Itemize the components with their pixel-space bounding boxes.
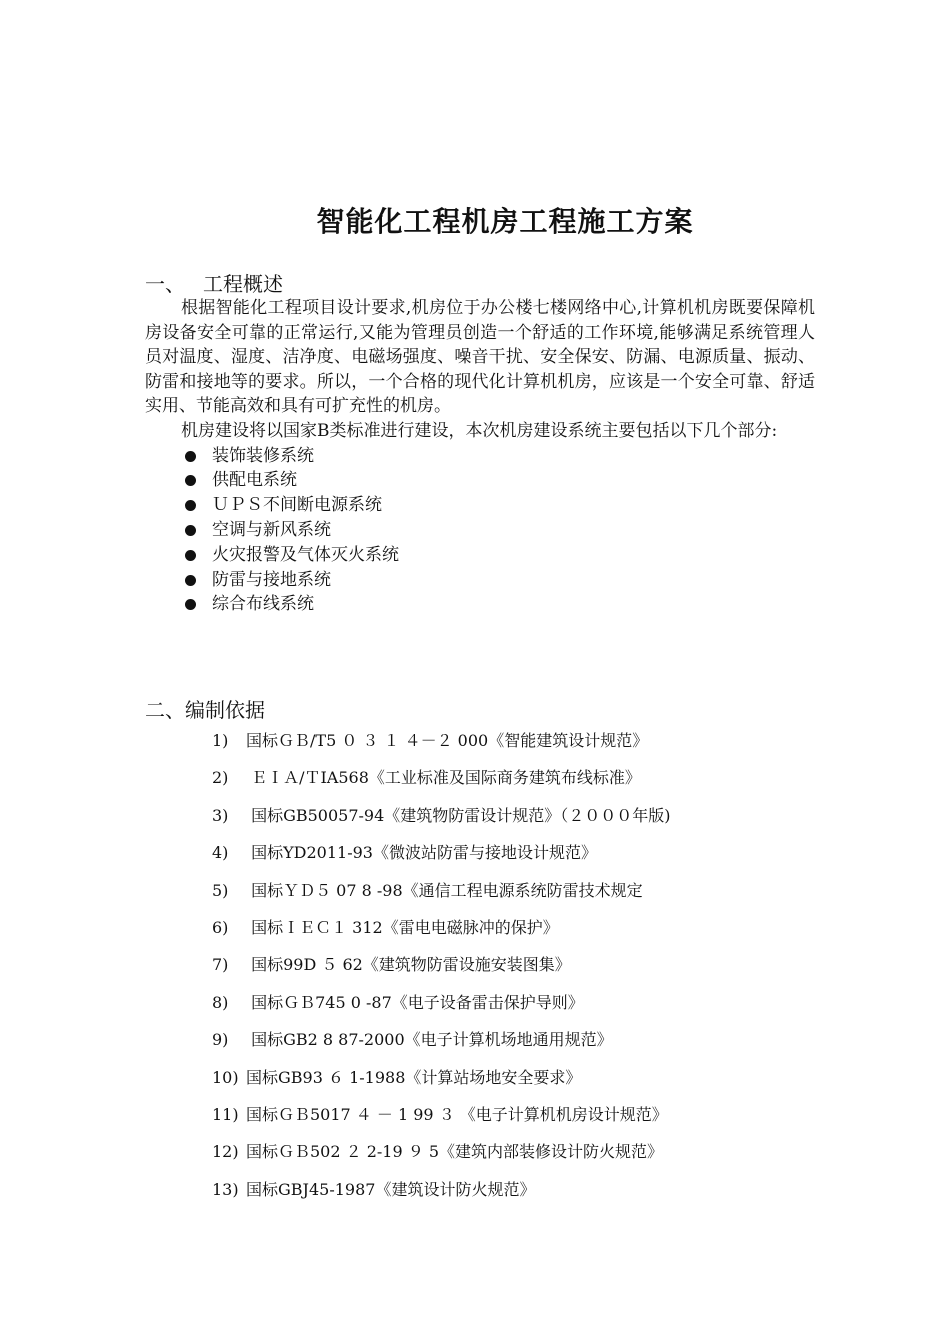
list-item: 装饰装修系统	[183, 444, 815, 469]
section-overview	[145, 272, 815, 617]
reference-item: 13) 国标GBJ45-1987《建筑设计防火规范》	[212, 1179, 536, 1199]
overview-paragraph-2: 机房建设将以国家B类标准进行建设，本次机房建设系统主要包括以下几个部分:	[181, 420, 778, 441]
list-item: 综合布线系统	[183, 592, 815, 617]
bullet-icon	[185, 575, 196, 586]
list-item: 火灾报警及气体灭火系统	[183, 543, 815, 568]
reference-list	[145, 722, 815, 1208]
section-basis-heading: 二、编制依据	[145, 698, 265, 722]
reference-item: 12) 国标ＧＢ502 ２ 2-19 ９ 5《建筑内部装修设计防火规范》	[212, 1142, 664, 1162]
reference-item: 1) 国标ＧＢ/T5 ０ ３ １ ４－２ 000《智能建筑设计规范》	[212, 731, 649, 750]
system-list	[145, 444, 815, 618]
section-basis	[145, 698, 815, 1208]
overview-paragraph-1: 根据智能化工程项目设计要求,机房位于办公楼七楼网络中心,计算机机房既要保障机房设备安全可靠的正常运行,又能为管理员创造一个舒适的工作环境,能够满足系统管理人员对温度、湿度、洁净度、电磁场强度、噪音干扰、安全保安、防漏、电源质量、振动、防雷和接地等的要求。所以，一个合格的现代化计算机机房，应该是一个安全可靠、舒适实用、节能高效和具有可扩充性的机房。	[145, 298, 815, 417]
list-item: 空调与新风系统	[183, 518, 815, 543]
reference-item: 7) 国标99D ５ 62《建筑物防雷设施安装图集》	[212, 955, 571, 975]
reference-item: 2) ＥＩＡ/ＴIA568《工业标准及国际商务建筑布线标准》	[212, 768, 641, 788]
list-item: 防雷与接地系统	[183, 568, 815, 593]
reference-item: 8) 国标ＧＢ745 0 -87《电子设备雷击保护导则》	[212, 992, 584, 1012]
reference-item: 3) 国标GB50057-94《建筑物防雷设计规范》（２０００年版)	[212, 805, 671, 825]
list-item: ＵＰＳ不间断电源系统	[183, 493, 815, 518]
bullet-icon	[185, 525, 196, 536]
reference-item: 5) 国标ＹＤ５ 07 8 -98《通信工程电源系统防雷技术规定	[212, 880, 643, 900]
reference-item: 10) 国标GB93 ６ 1-1988《计算站场地安全要求》	[212, 1067, 582, 1087]
reference-item: 11) 国标ＧＢ5017 ４ － 1 99 ３ 《电子计算机机房设计规范》	[212, 1105, 668, 1125]
bullet-icon	[185, 550, 196, 561]
section-title: 工程概述	[203, 272, 283, 296]
bullet-icon	[185, 500, 196, 511]
reference-item: 9) 国标GB2 8 87-2000《电子计算机场地通用规范》	[212, 1030, 613, 1050]
bullet-icon	[185, 599, 196, 610]
document-title: 智能化工程机房工程施工方案	[316, 205, 694, 238]
bullet-icon	[185, 451, 196, 462]
section-number: 一、	[145, 272, 185, 296]
section-overview-heading	[145, 272, 815, 296]
bullet-icon	[185, 475, 196, 486]
list-item: 供配电系统	[183, 468, 815, 493]
reference-item: 6) 国标ＩＥＣ１ 312《雷电电磁脉冲的保护》	[212, 918, 559, 938]
reference-item: 4) 国标YD2011-93《微波站防雷与接地设计规范》	[212, 843, 597, 863]
